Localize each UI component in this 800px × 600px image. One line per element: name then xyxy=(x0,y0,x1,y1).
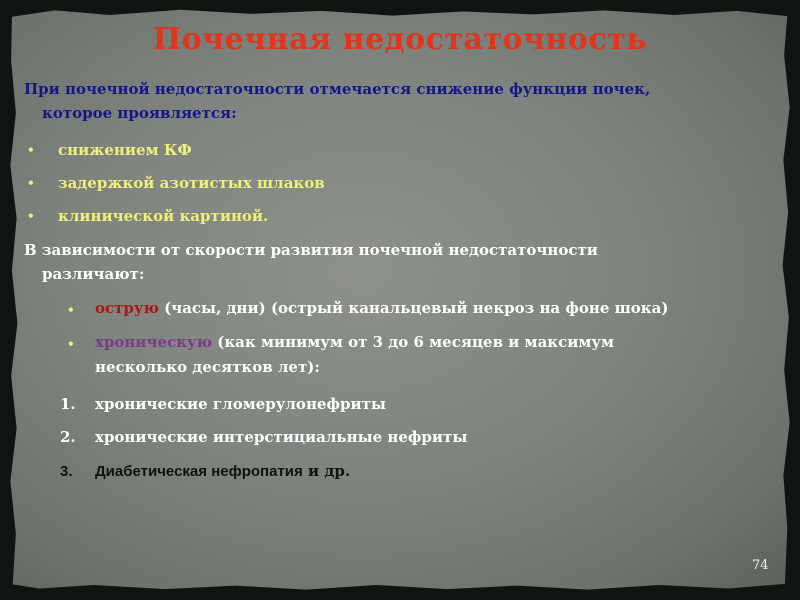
bullet-marker: • xyxy=(27,143,35,157)
numbered-item-tail: и др. xyxy=(302,462,351,480)
chronic-term: хроническую xyxy=(95,333,213,351)
acute-form-line xyxy=(95,297,668,320)
list-number: 1. xyxy=(60,395,76,413)
bullet-marker: • xyxy=(67,337,75,351)
slide-title: Почечная недостаточность xyxy=(152,22,648,57)
chronic-form-line-1 xyxy=(95,331,614,354)
acute-term: острую xyxy=(95,299,159,317)
numbered-item: хронические гломерулонефриты xyxy=(95,395,386,413)
speed-line-1: В зависимости от скорости развития почечной недостаточности xyxy=(24,241,598,259)
manifestation-item: задержкой азотистых шлаков xyxy=(58,174,325,192)
speed-line-2: различают: xyxy=(42,265,145,283)
manifestation-item: снижением КФ xyxy=(58,141,192,159)
numbered-item: хронические интерстициальные нефриты xyxy=(95,428,468,446)
bullet-marker: • xyxy=(67,303,75,317)
page-number: 74 xyxy=(752,558,769,573)
intro-line-1: При почечной недостаточности отмечается снижение функции почек, xyxy=(24,80,651,98)
chronic-detail: (как минимум от 3 до 6 месяцев и максимум xyxy=(212,333,615,351)
numbered-item-main: Диабетическая нефропатия xyxy=(95,463,303,480)
manifestation-item: клинической картиной. xyxy=(58,207,269,225)
acute-detail: (часы, дни) (острый канальцевый некроз на фоне шока) xyxy=(158,299,669,317)
bullet-marker: • xyxy=(27,209,35,223)
chronic-form-line-2: несколько десятков лет): xyxy=(95,358,320,376)
intro-line-2: которое проявляется: xyxy=(42,104,237,122)
numbered-item xyxy=(95,460,350,483)
bullet-marker: • xyxy=(27,176,35,190)
list-number: 3. xyxy=(60,463,73,480)
list-number: 2. xyxy=(60,428,76,446)
